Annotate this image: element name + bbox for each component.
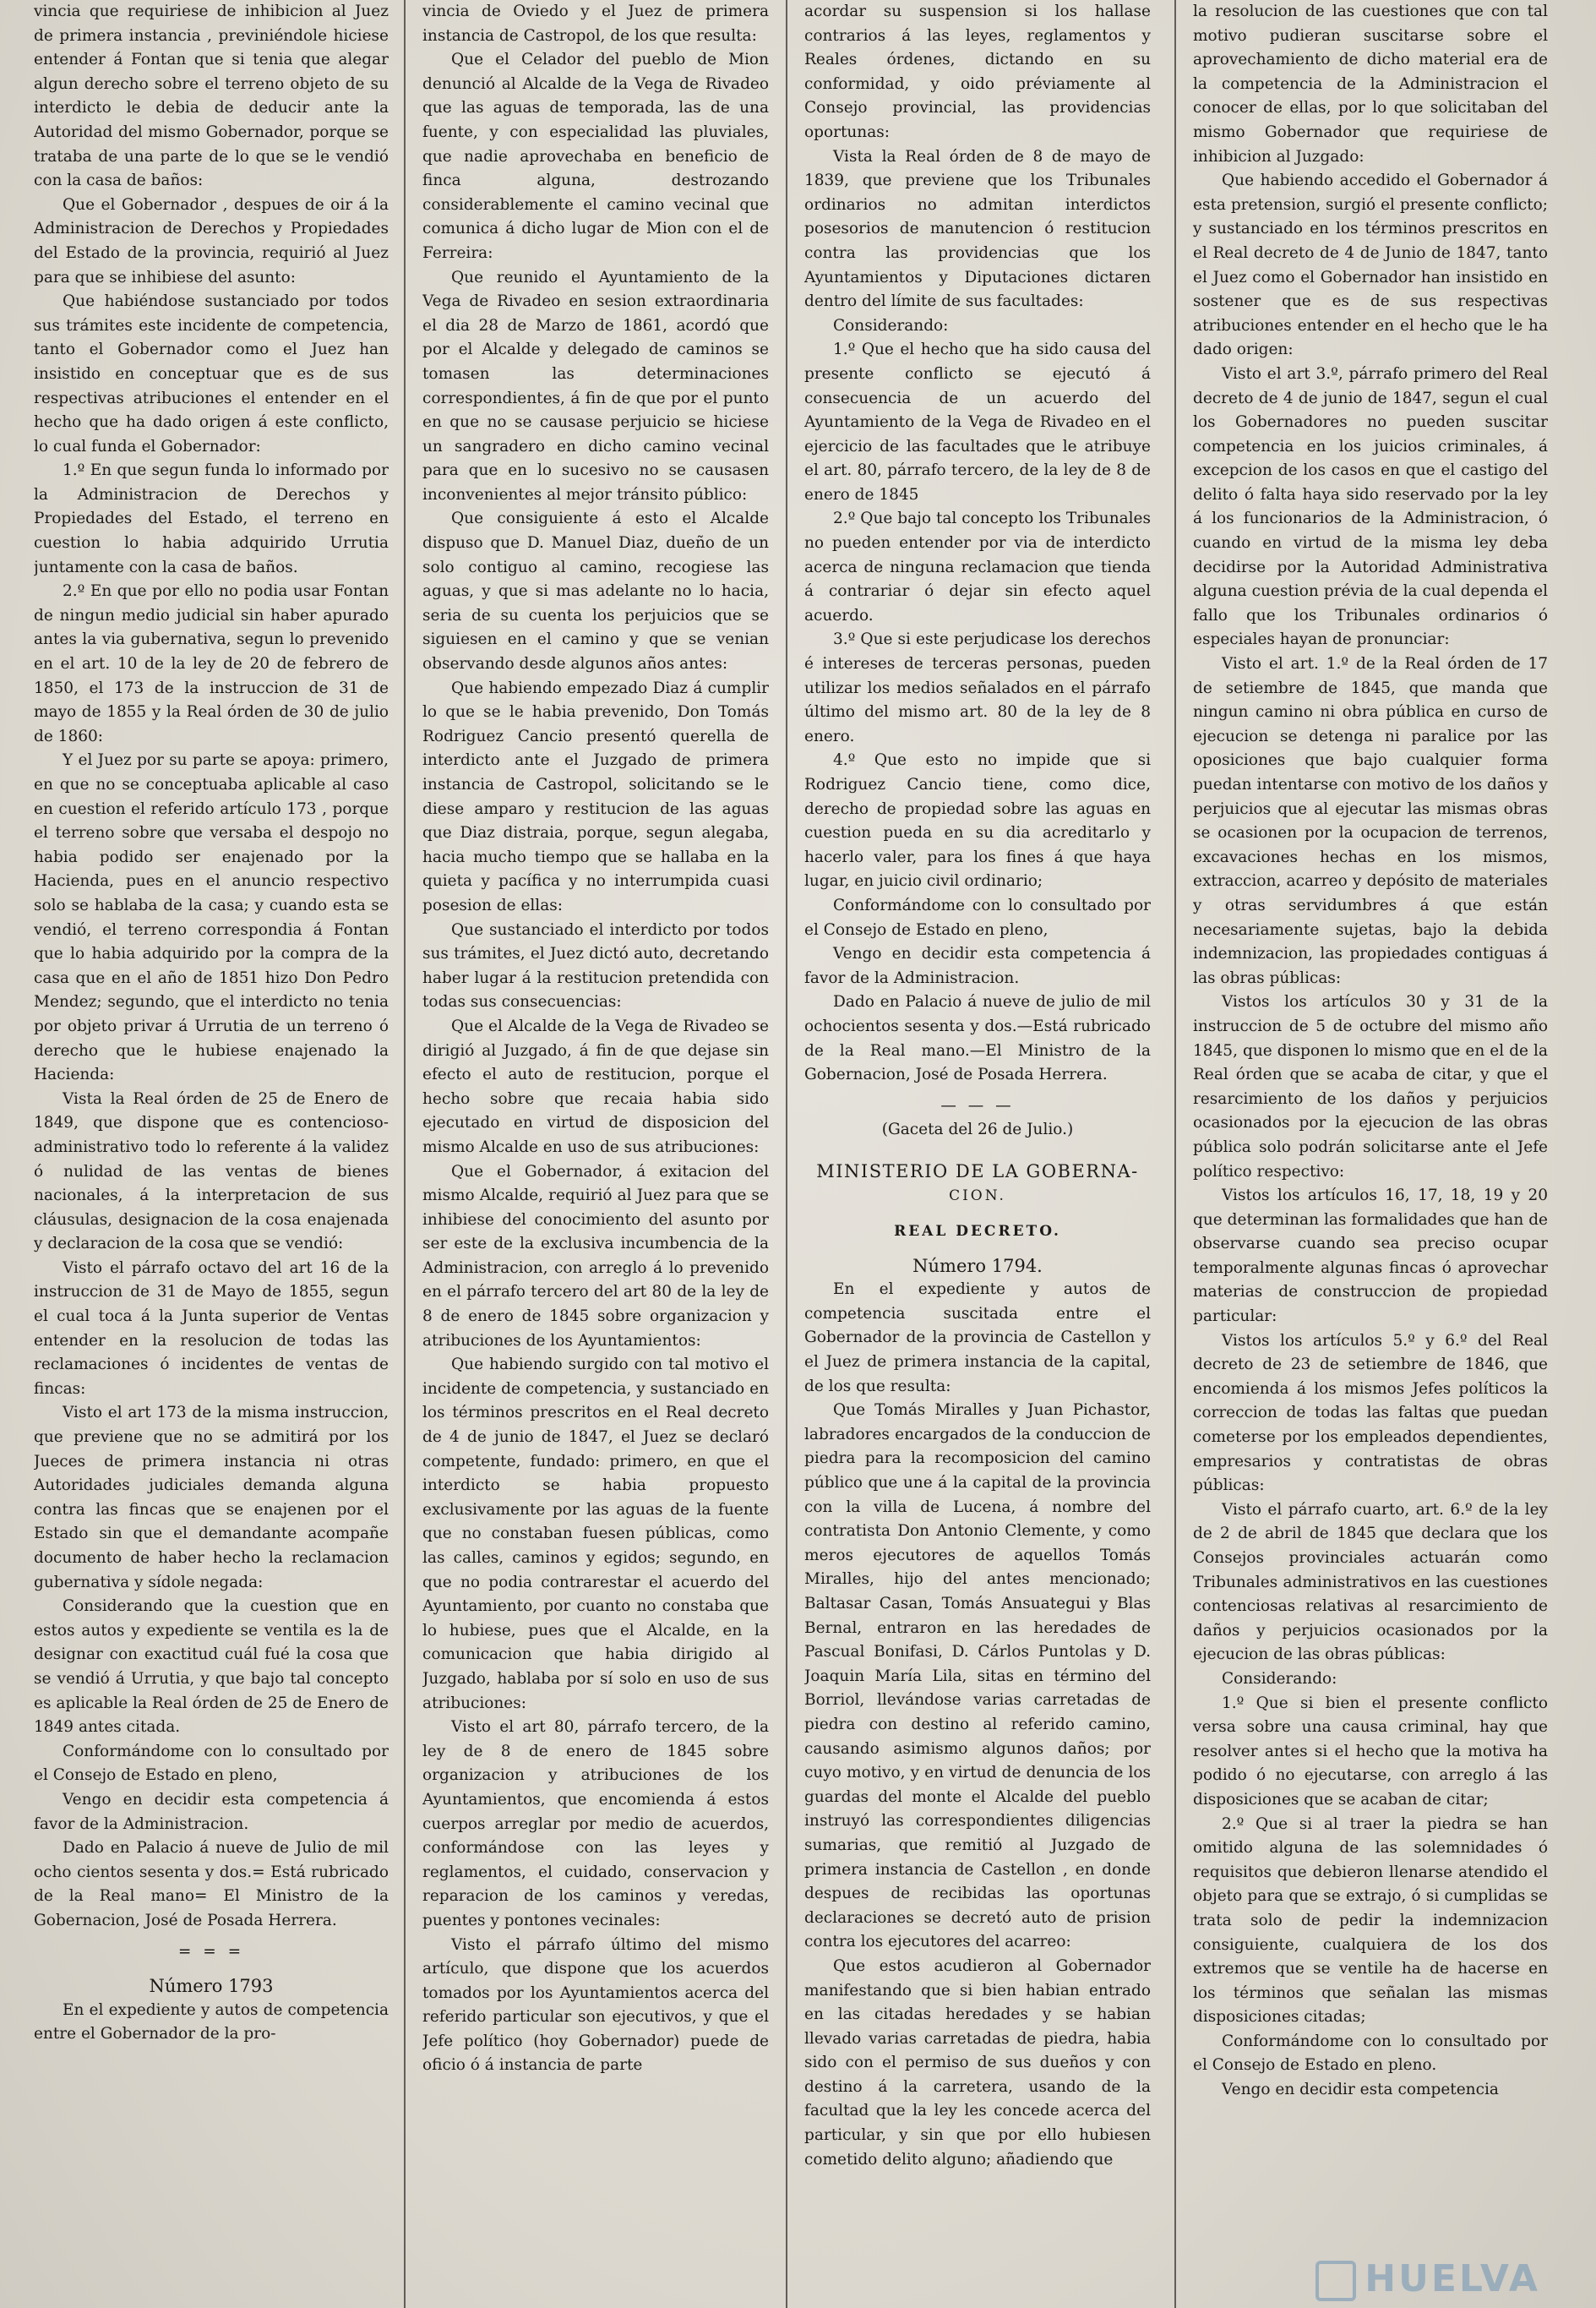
- paragraph: Conformándome con lo consultado por el Consejo de Estado en pleno.: [1193, 2032, 1548, 2075]
- paragraph: Que el Alcalde de la Vega de Rivadeo se dirigió al Juzgado, á fin de que dejase sin efecto el auto de restitucion, porque el hecho sobre que recaia habia sido ejecutado en virtud de disposicion del mismo Alcalde en uso de sus atribuciones:: [422, 1017, 769, 1156]
- watermark-text: HUELVA: [1364, 2257, 1540, 2300]
- paragraph: Que consiguiente á esto el Alcalde dispuso que D. Manuel Diaz, dueño de un solo contiguo al camino, recogiese las aguas, y que si mas adelante no lo hacia, seria de su cuenta los perjuicios que se siguiesen en el camino y que se venian observando desde algunos años antes:: [422, 510, 769, 674]
- paragraph: Vengo en decidir esta competencia á favor de la Administracion.: [34, 1790, 389, 1833]
- paragraph: Visto el art 173 de la misma instruccion, que previene que no se admitirá por los Jueces de primera instancia ni otras Autoridades judiciales demanda alguna contra las fincas que se enajenen por el Estado sin que el demandante acompañe documento de haber hecho la reclamacion gubernativa y sídole negada:: [34, 1404, 389, 1591]
- paragraph: Que Tomás Miralles y Juan Pichastor, labradores encargados de la conduccion de piedra para la recomposicion del camino público que une á la capital de la provincia con la villa de Lucena, á nombre del contratista Don Antonio Clemente, y como meros ejecutores de aquellos Tomás Miralles, hijo del antes mencionado; Baltasar Casan, Tomás Ansuategui y Blas Bernal, entraron en las heredades de Pascual Bonifasi, D. Cárlos Puntolas y D. Joaquin María Lila, sitas en término del Borriol, llevándose varias carretadas de piedra con destino al referido camino, causando asimismo algunos daños; por cuyo motivo, y en virtud de denuncia de los guardas del monte el Alcalde del pueblo instruyó las correspondientes diligencias sumarias, que remitió al Juzgado de primera instancia de Castellon , en donde despues de recibidas las oportunas declaraciones se decretó auto de prision contra los ejecutores del acarreo:: [804, 1401, 1151, 1951]
- paragraph: Vengo en decidir esta competencia á favor de la Administracion.: [804, 945, 1151, 987]
- paragraph: 1.º En que segun funda lo informado por la Administracion de Derechos y Propiedades del Estado, el terreno en cuestion lo habia adquirido Urrutia juntamente con la casa de baños.: [34, 461, 389, 576]
- watermark-logo: [1315, 2257, 1540, 2301]
- paragraph: Vistos los artículos 16, 17, 18, 19 y 20 que determinan las formalidades que han de observarse cuando sea preciso ocupar temporalmente algunas fincas ó aprovechar materias de construccion de propiedad particular:: [1193, 1187, 1548, 1326]
- section-divider: = = =: [177, 1942, 245, 1961]
- column-3: [804, 0, 1151, 2308]
- paragraph: la resolucion de las cuestiones que con tal motivo pudieran suscitarse sobre el aprovechamiento de dicho material era de la competencia de la Administracion el conocer de ellas, por lo que solicitaban del mismo Gobernador que requiriese de inhibicion al Juzgado:: [1193, 3, 1548, 166]
- ministry-heading: MINISTERIO DE LA GOBERNA-: [816, 1160, 1139, 1181]
- column-rule: [786, 0, 787, 2308]
- paragraph: Vistos los artículos 30 y 31 de la instruccion de 5 de octubre del mismo año 1845, que disponen lo mismo que en el de la Real órden que se acaba de citar, y que el resarcimiento de los daños y perjuicios ocasionados por la ejecucion de las obras pública solo podrán solicitarse ante el Jefe político respectivo:: [1193, 993, 1548, 1181]
- column-4: [1193, 0, 1548, 2308]
- paragraph: Y el Juez por su parte se apoya: primero, en que no se conceptuaba aplicable al caso en cuestion el referido artículo 173 , porque el terreno sobre que versaba el despojo no habia podido ser enajenado por la Hacienda, pues en el anuncio respectivo solo se hablaba de la casa; y cuando esta se vendió, el terreno correspondia á Fontan que lo habia adquirido por la compra de la casa que en el año de 1851 hizo Don Pedro Mendez; segundo, que el interdicto no tenia por objeto privar á Urrutia de un terreno ó derecho que le hubiese enajenado la Hacienda:: [34, 751, 389, 1084]
- paragraph: Considerando que la cuestion que en estos autos y expediente se ventila es la de designar con exactitud cuál fué la cosa que se vendió á Urrutia, y que bajo tal concepto es aplicable la Real órden de 25 de Enero de 1849 antes citada.: [34, 1597, 389, 1737]
- paragraph: vincia que requiriese de inhibicion al Juez de primera instancia , previniéndole hiciese entender á Fontan que si tenia que alegar algun derecho sobre el terreno objeto de su interdicto le debia de deducir ante la Autoridad del mismo Gobernador, porque se trataba de una parte de lo que se le vendió con la casa de baños:: [34, 3, 389, 190]
- decree-heading: REAL DECRETO.: [894, 1223, 1061, 1241]
- paragraph: Visto el art. 1.º de la Real órden de 17 de setiembre de 1845, que manda que ningun camino ni obra pública en curso de ejecucion se detenga ni paralice por las oposiciones que bajo cualquier forma puedan intentarse con motivo de los daños y perjuicios que al ejecutar las mismas obras se ocasionen por la ocupacion de terrenos, excavaciones hechas en los mismos, extraccion, acarreo y depósito de materiales y otras servidumbres á que están necesariamente sujetas, bajo la debida indemnizacion, las propiedades contiguas á las obras públicas:: [1193, 655, 1548, 987]
- paragraph: En el expediente y autos de competencia entre el Gobernador de la pro-: [34, 2000, 389, 2043]
- seal-icon: [1315, 2261, 1356, 2301]
- paragraph: Que habiendo accedido el Gobernador á esta pretension, surgió el presente conflicto; y sustanciado en los términos prescritos en el Real decreto de 4 de Junio de 1847, tanto el Juez como el Gobernador han insistido en sostener que es de sus respectivas atribuciones entender en el hecho que le ha dado origen:: [1193, 172, 1548, 359]
- paragraph: acordar su suspension si los hallase contrarios á las leyes, reglamentos y Reales órdenes, dictando en su conformidad, y oido préviamente al Consejo provincial, las providencias oportunas:: [804, 3, 1151, 141]
- paragraph: Conformándome con lo consultado por el Consejo de Estado en pleno,: [34, 1742, 389, 1785]
- decree-number: Número 1794.: [912, 1255, 1043, 1276]
- column-rule: [404, 0, 406, 2308]
- column-2: [422, 0, 769, 2308]
- paragraph: vincia de Oviedo y el Juez de primera instancia de Castropol, de los que resulta:: [422, 3, 769, 45]
- paragraph: Que estos acudieron al Gobernador manifestando que si bien habian entrado en las citadas heredades y se habian llevado varias carretadas de piedra, habia sido con el permiso de sus dueños y con destino á la carretera, usando de la facultad que la ley les concede acerca del particular, y sin que por ello hubiesen cometido delito alguno; añadiendo que: [804, 1956, 1151, 2169]
- paragraph: En el expediente y autos de competencia suscitada entre el Gobernador de la provincia de Castellon y el Juez de primera instancia de la capital, de los que resulta:: [804, 1280, 1151, 1395]
- paragraph: Dado en Palacio á nueve de Julio de mil ocho cientos sesenta y dos.= Está rubricado de la Real mano= El Ministro de la Gobernacion, José de Posada Herrera.: [34, 1839, 389, 1929]
- paragraph: Que habiendo empezado Diaz á cumplir lo que se le habia prevenido, Don Tomás Rodriguez Cancio presentó querella de interdicto ante el Juzgado de primera instancia de Castropol, solicitando se le diese amparo y restitucion de las aguas que Diaz distraia, porque, segun alegaba, hacia mucho tiempo que se hallaba en la quieta y pacífica y no interrumpida cuasi posesion de ellas:: [422, 679, 769, 914]
- paragraph: Visto el art 80, párrafo tercero, de la ley de 8 de enero de 1845 sobre organizacion y atribuciones de los Ayuntamientos, que encomienda á estos cuerpos arreglar por medio de acuerdos, conformándose con las leyes y reglamentos, el cuidado, conservacion y reparacion de los caminos y veredas, puentes y pontones vecinales:: [422, 1718, 769, 1929]
- paragraph: Vista la Real órden de 8 de mayo de 1839, que previene que los Tribunales ordinarios no admitan interdictos posesorios de manutencion ó restitucion contra las providencias que los Ayuntamientos y Diputaciones dictaren dentro del límite de sus facultades:: [804, 147, 1151, 311]
- paragraph: Que reunido el Ayuntamiento de la Vega de Rivadeo en sesion extraordinaria el dia 28 de Marzo de 1861, acordó que por el Alcalde y delegado de caminos se tomasen las determinaciones correspondientes, á fin de que por el punto en que no se causase perjuicio se hiciese un sangradero en dicho camino vecinal para que en lo sucesivo no se causasen inconvenientes al mejor tránsito público:: [422, 268, 769, 504]
- decree-number: Número 1793: [149, 1976, 274, 1997]
- paragraph: Vistos los artículos 5.º y 6.º del Real decreto de 23 de setiembre de 1846, que encomienda á los mismos Jefes políticos la correccion de todas las faltas que puedan cometerse por los empleados dependientes, empresarios y contratistas de obras públicas:: [1193, 1331, 1548, 1495]
- paragraph: Vista la Real órden de 25 de Enero de 1849, que dispone que es contencioso-administrativo todo lo referente á la validez ó nulidad de las ventas de bienes nacionales, á la interpretacion de sus cláusulas, designacion de la cosa enajenada y declaracion de la cosa que se vendió:: [34, 1089, 389, 1253]
- paragraph: Vengo en decidir esta competencia: [1222, 2081, 1499, 2099]
- paragraph: Que habiendo surgido con tal motivo el incidente de competencia, y sustanciado en los términos prescritos en el Real decreto de 4 de junio de 1847, el Juez se declaró competente, fundado: primero, en que el interdicto se habia propuesto exclusivamente por las aguas de la fuente que no constaban fuesen públicas, como las calles, caminos y egidos; segundo, en que no podia contrarestar el acuerdo del Ayuntamiento, por cuanto no constaba que lo hubiese, pues que el Alcalde, en la comunicacion que habia dirigido al Juzgado, hablaba por sí solo en uso de sus atribuciones:: [422, 1356, 769, 1712]
- ministry-heading-continuation: CION.: [949, 1187, 1006, 1204]
- paragraph: Conformándome con lo consultado por el Consejo de Estado en pleno,: [804, 896, 1151, 939]
- paragraph: 3.º Que si este perjudicase los derechos é intereses de terceras personas, pueden utilizar los medios señalados en el párrafo último del mismo art. 80 de la ley de 8 enero.: [804, 630, 1151, 745]
- paragraph: 1.º Que si bien el presente conflicto versa sobre una causa criminal, hay que resolver antes si el hecho que la motiva ha podido ó no ejecutarse, con arreglo á las disposiciones que se acaban de citar;: [1193, 1694, 1548, 1809]
- paragraph: Que sustanciado el interdicto por todos sus trámites, el Juez dictó auto, decretando haber lugar á la restitucion pretendida con todas sus consecuencias:: [422, 920, 769, 1012]
- paragraph: Considerando:: [1222, 1669, 1337, 1688]
- paragraph: 2.º Que bajo tal concepto los Tribunales no pueden entender por via de interdicto acerca de ninguna reclamacion que tienda á contrariar ó dejar sin efecto aquel acuerdo.: [804, 510, 1151, 625]
- section-divider: — — —: [940, 1096, 1015, 1115]
- paragraph: 2.º Que si al traer la piedra se han omitido alguna de las solemnidades ó requisitos que debieron llenarse atendido el objeto para que se extrajo, ó si cumplidas se trata solo de pedir la indemnizacion consiguiente, cualquiera de los dos extremos que se ventile ha de hacerse en los términos que señalan las mismas disposiciones citadas;: [1193, 1814, 1548, 2027]
- paragraph: Que el Gobernador , despues de oir á la Administracion de Derechos y Propiedades del Estado de la provincia, requirió al Juez para que se inhibiese del asunto:: [34, 195, 389, 286]
- gazette-citation: (Gaceta del 26 de Julio.): [881, 1121, 1074, 1139]
- paragraph: Que el Celador del pueblo de Mion denunció al Alcalde de la Vega de Rivadeo que las aguas de temporada, las de una fuente, y con especialidad las pluviales, que nadie aprovechaba en beneficio de finca alguna, destrozando considerablemente el camino vecinal que comunica á dicho lugar de Mion con el de Ferreira:: [422, 51, 769, 262]
- paragraph: 1.º Que el hecho que ha sido causa del presente conflicto se ejecutó á consecuencia de un acuerdo del Ayuntamiento de la Vega de Rivadeo en el ejercicio de las facultades que le atribuye el art. 80, párrafo tercero, de la ley de 8 de enero de 1845: [804, 341, 1151, 504]
- paragraph: Que el Gobernador, á exitacion del mismo Alcalde, requirió al Juez para que se inhibiese del conocimiento del asunto por ser este de la exclusiva incumbencia de la Administracion, con arreglo á lo prevenido en el párrafo tercero del art 80 de la ley de 8 de enero de 1845 sobre organizacion y atribuciones de los Ayuntamientos:: [422, 1162, 769, 1350]
- paragraph: Visto el art 3.º, párrafo primero del Real decreto de 4 de junio de 1847, segun el cual los Gobernadores no pueden suscitar competencia en los juicios criminales, á excepcion de los casos en que el castigo del delito ó falta haya sido reservado por la ley á los funcionarios de la Administracion, ó cuando en virtud de la misma ley deba decidirse por la Autoridad Administrativa alguna cuestion prévia de la cual dependa el fallo que los Tribunales ordinarios ó especiales hayan de pronunciar:: [1193, 364, 1548, 649]
- paragraph: Considerando:: [833, 316, 949, 335]
- paragraph: Visto el párrafo último del mismo artículo, que dispone que los acuerdos tomados por los Ayuntamientos acerca del referido particular son ejecutivos, y que el Jefe político (hoy Gobernador) puede de oficio ó á instancia de parte: [422, 1935, 769, 2075]
- paragraph: 2.º En que por ello no podia usar Fontan de ningun medio judicial sin haber apurado antes la via gubernativa, segun lo prevenido en el art. 10 de la ley de 20 de febrero de 1850, el 173 de la instruccion de 31 de mayo de 1855 y la Real órden de 30 de julio de 1860:: [34, 582, 389, 745]
- paragraph: Visto el párrafo cuarto, art. 6.º de la ley de 2 de abril de 1845 que declara que los Consejos provinciales actuarán como Tribunales administrativos en las cuestiones contenciosas relativas al resarcimiento de daños y perjuicios ocasionados por la ejecucion de las obras públicas:: [1193, 1500, 1548, 1664]
- paragraph: Visto el párrafo octavo del art 16 de la instruccion de 31 de Mayo de 1855, segun el cual toca á la Junta superior de Ventas entender en la resolucion de todas las reclamaciones ó incidentes de ventas de fincas:: [34, 1258, 389, 1398]
- column-1: [34, 0, 389, 2308]
- paragraph: Que habiéndose sustanciado por todos sus trámites este incidente de competencia, tanto el Gobernador como el Juez han insistido en conceptuar que es de sus respectivas atribuciones el entender en el hecho que ha dado origen á este conflicto, lo cual funda el Gobernador:: [34, 292, 389, 456]
- paragraph: Dado en Palacio á nueve de julio de mil ochocientos sesenta y dos.—Está rubricado de la Real mano.—El Ministro de la Gobernacion, José de Posada Herrera.: [804, 993, 1151, 1084]
- paragraph: 4.º Que esto no impide que si Rodriguez Cancio tiene, como dice, derecho de propiedad sobre las aguas en cuestion pueda en su dia acreditarlo y hacerlo valer, para los fines á que haya lugar, en juicio civil ordinario;: [804, 751, 1151, 891]
- column-rule: [1174, 0, 1176, 2308]
